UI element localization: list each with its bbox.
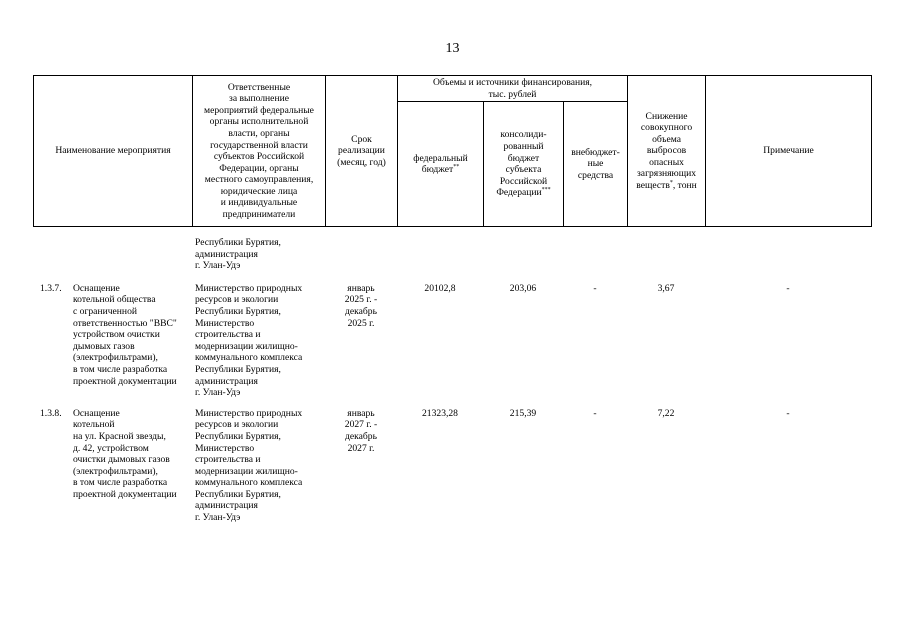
table-body — [33, 237, 871, 524]
row-name: Оснащение котельной общества с ограниченной ответственностью "ВВС" устройством очистки дымовых газов (электрофильтрами), в том числе разработка проектной документации — [73, 282, 177, 387]
header-responsible: Ответственные за выполнение мероприятий федеральные органы исполнительной власти, органы государственной власти субъектов Российской Федерации, органы местного самоуправления, юридические лица и индивидуальные предприниматели — [193, 76, 326, 227]
row-period: январь 2025 г. - декабрь 2025 г. — [344, 282, 378, 329]
header-name: Наименование мероприятия — [34, 76, 193, 227]
row-note: - — [786, 282, 790, 294]
row-number: 1.3.8. — [40, 407, 62, 419]
header-financing: Объемы и источники финансирования, тыс. рублей — [398, 76, 628, 102]
row-number: 1.3.7. — [40, 282, 62, 294]
header-federal: федеральный бюджет** — [398, 102, 484, 227]
table-row — [33, 408, 871, 524]
row-reduction: 7,22 — [657, 407, 675, 419]
row-responsible: Министерство природных ресурсов и экологии Республики Бурятия, Министерство строительства и модернизации жилищно- коммунального комплекса Республики Бурятия, администрация г. Улан-Удэ — [195, 282, 303, 399]
table-row — [33, 283, 871, 399]
row-reduction: 3,67 — [657, 282, 675, 294]
row-name: Оснащение котельной на ул. Красной звезды, д. 42, устройством очистки дымовых газов (электрофильтрами), в том числе разработка проектной документации — [73, 407, 177, 500]
row-consolidated: 203,06 — [509, 282, 537, 294]
row-period: январь 2027 г. - декабрь 2027 г. — [344, 407, 378, 454]
header-extrabudget: внебюджет- ные средства — [564, 102, 628, 227]
row-responsible: Министерство природных ресурсов и экологии Республики Бурятия, Министерство строительства и модернизации жилищно- коммунального комплекса Республики Бурятия, администрация г. Улан-Удэ — [195, 407, 303, 524]
row-extrabudget: - — [593, 282, 597, 294]
continuation-row — [33, 237, 871, 272]
table-header — [33, 75, 872, 227]
header-reduction: Снижение совокупного объема выбросов опасных загрязняющих веществ*, тонн — [628, 76, 706, 227]
row-note: - — [786, 407, 790, 419]
header-period: Срок реализации (месяц, год) — [326, 76, 398, 227]
header-note: Примечание — [706, 76, 872, 227]
row-consolidated: 215,39 — [509, 407, 537, 419]
continuation-responsible: Республики Бурятия, администрация г. Улан-Удэ — [195, 237, 281, 272]
row-federal: 20102,8 — [424, 282, 456, 294]
page-number: 13 — [445, 41, 460, 56]
row-extrabudget: - — [593, 407, 597, 419]
row-federal: 21323,28 — [422, 407, 458, 419]
header-consolidated: консолиди- рованный бюджет субъекта Российской Федерации*** — [484, 102, 564, 227]
